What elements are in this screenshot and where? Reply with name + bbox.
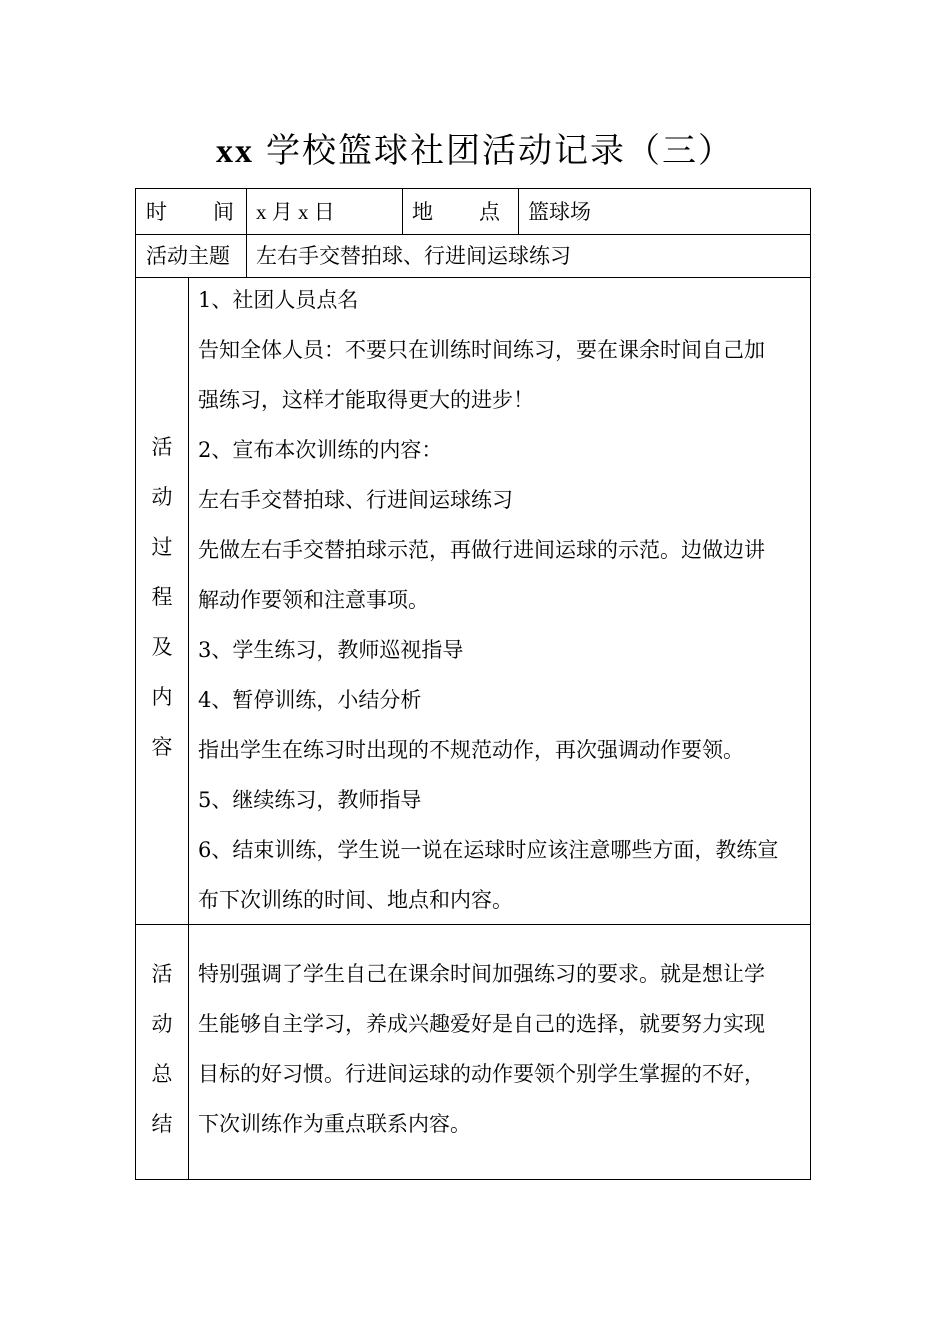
place-label: 地 点 bbox=[412, 200, 500, 224]
process-line: 4、暂停训练，小结分析 bbox=[198, 688, 422, 712]
title-prefix: xx bbox=[216, 133, 254, 170]
process-line: 5、继续练习，教师指导 bbox=[198, 788, 422, 812]
time-value: x 月 x 日 bbox=[256, 200, 335, 224]
process-line: 3、学生练习，教师巡视指导 bbox=[198, 638, 464, 662]
title-text: 学校篮球社团活动记录（三） bbox=[266, 131, 734, 171]
process-line: 左右手交替拍球、行进间运球练习 bbox=[198, 488, 513, 512]
process-line: 强练习，这样才能取得更大的进步！ bbox=[198, 388, 534, 412]
time-label: 时 间 bbox=[146, 200, 234, 224]
process-content bbox=[198, 275, 778, 925]
column-divider bbox=[188, 277, 189, 1179]
summary-line: 下次训练作为重点联系内容。 bbox=[198, 1112, 471, 1136]
summary-content bbox=[198, 949, 765, 1149]
process-line: 指出学生在练习时出现的不规范动作，再次强调动作要领。 bbox=[198, 738, 744, 762]
summary-line: 目标的好习惯。行进间运球的动作要领个别学生掌握的不好， bbox=[198, 1062, 765, 1086]
process-line: 布下次训练的时间、地点和内容。 bbox=[198, 888, 513, 912]
page-title bbox=[0, 126, 950, 177]
summary-line: 生能够自主学习，养成兴趣爱好是自己的选择，就要努力实现 bbox=[198, 1012, 765, 1036]
activity-record-table bbox=[135, 188, 811, 1180]
process-label: 活 动 过 程 及 内 容 bbox=[151, 435, 173, 759]
process-line: 2、宣布本次训练的内容： bbox=[198, 438, 443, 462]
column-divider bbox=[402, 189, 403, 234]
process-line: 6、结束训练，学生说一说在运球时应该注意哪些方面，教练宣 bbox=[198, 838, 779, 862]
process-line: 先做左右手交替拍球示范，再做行进间运球的示范。边做边讲 bbox=[198, 538, 765, 562]
column-divider bbox=[246, 189, 247, 277]
summary-line: 特别强调了学生自己在课余时间加强练习的要求。就是想让学 bbox=[198, 962, 765, 986]
theme-value: 左右手交替拍球、行进间运球练习 bbox=[256, 244, 571, 268]
theme-label: 活动主题 bbox=[146, 244, 230, 268]
column-divider bbox=[518, 189, 519, 234]
place-value: 篮球场 bbox=[528, 200, 591, 224]
process-line: 告知全体人员：不要只在训练时间练习，要在课余时间自己加 bbox=[198, 338, 765, 362]
process-line: 解动作要领和注意事项。 bbox=[198, 588, 429, 612]
summary-label: 活 动 总 结 bbox=[151, 962, 173, 1136]
process-line: 1、社团人员点名 bbox=[198, 288, 359, 312]
